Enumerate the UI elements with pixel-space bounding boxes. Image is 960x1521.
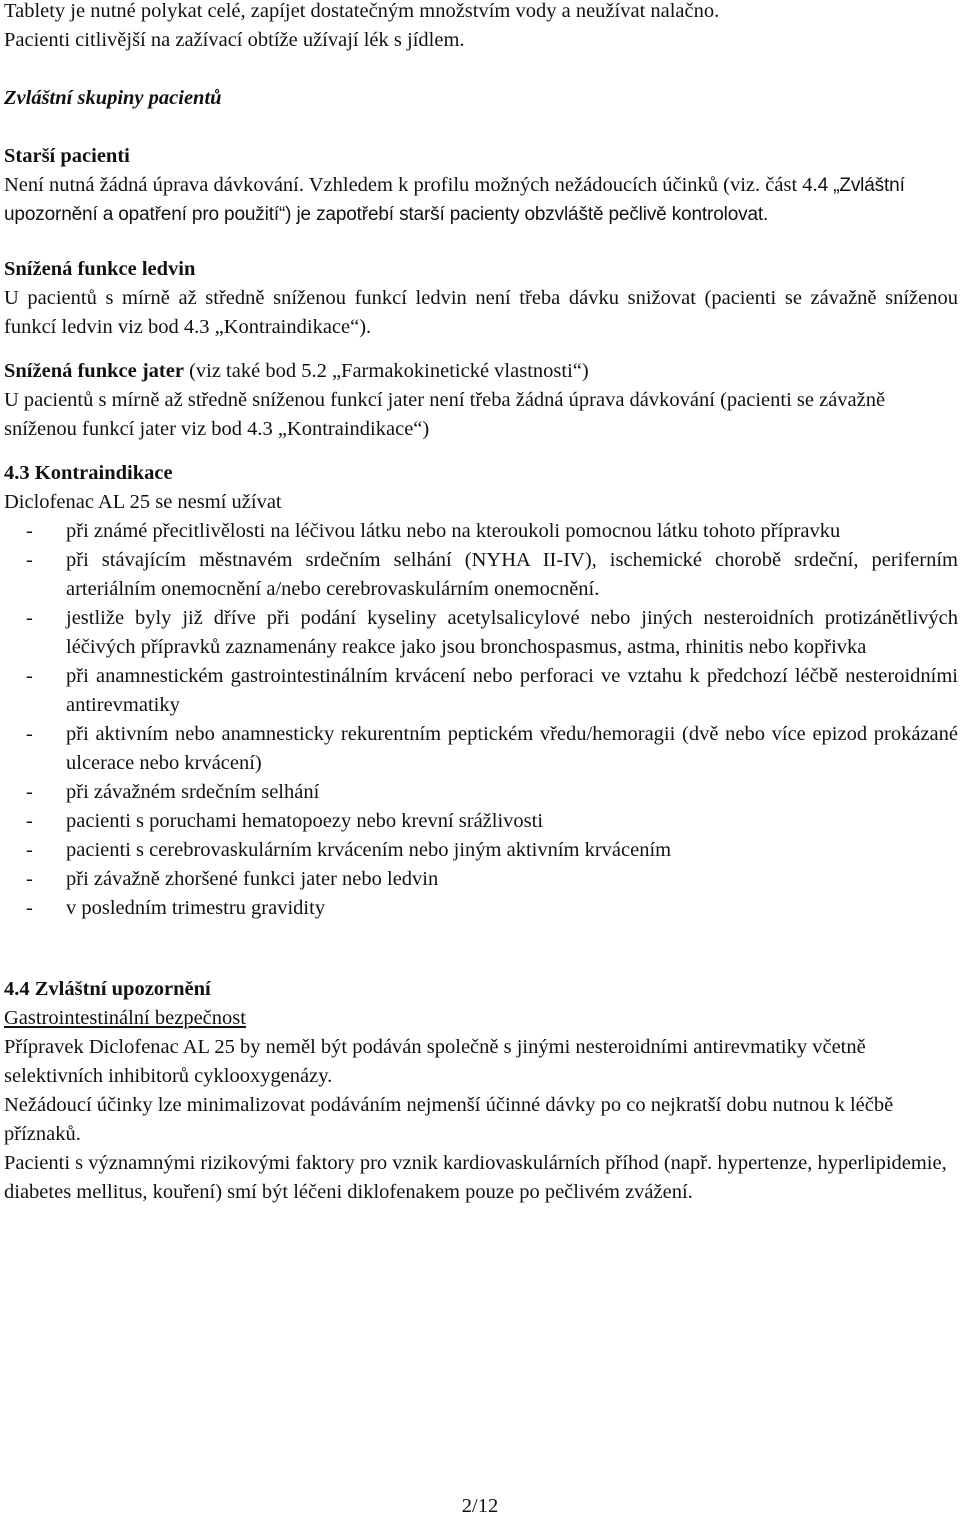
contraindications-heading: 4.3 Kontraindikace: [4, 462, 173, 484]
elderly-text-b: 4 „Zvláštní upozornění a opatření pro použití“) je zapotřebí starší pacienty obzvláště pečlivě kontrolovat.: [4, 175, 905, 225]
list-item-text: při stávajícím městnavém srdečním selhání (NYHA II-IV), ischemické chorobě srdeční, periferním arteriálním onemocnění a/nebo cerebrovaskulárním onemocnění.: [66, 549, 958, 600]
list-item: [4, 720, 958, 778]
document-page: [4, 0, 958, 1207]
warnings-paragraph-2: Nežádoucí účinky lze minimalizovat podáváním nejmenší účinné dávky po co nejkratší dobu nutnou k léčbě příznaků.: [4, 1094, 894, 1145]
list-dash: -: [26, 665, 33, 687]
warnings-paragraph-3: Pacienti s významnými rizikovými faktory pro vznik kardiovaskulárních příhod (např. hypertenze, hyperlipidemie, diabetes mellitus, kouření) smí být léčeni diklofenakem pouze po pečlivém zvážení.: [4, 1152, 947, 1203]
list-item: [4, 894, 958, 923]
intro-line-2: Pacienti citlivější na zažívací obtíže užívají lék s jídlem.: [4, 29, 465, 51]
hepatic-title-suffix: (viz také bod 5.: [183, 360, 317, 382]
list-dash: -: [26, 549, 33, 571]
list-item: [4, 836, 958, 865]
list-dash: -: [26, 839, 33, 861]
hepatic-title: Snížená funkce jater: [4, 360, 184, 382]
list-item: [4, 807, 958, 836]
elderly-text-a: Není nutná žádná úprava dávkování. Vzhledem k profilu možných nežádoucích účinků (viz. část 4.: [4, 174, 818, 196]
hepatic-heading: [4, 357, 958, 386]
contraindications-list: [4, 517, 958, 923]
list-dash: -: [26, 607, 33, 629]
list-item: [4, 546, 958, 604]
list-dash: -: [26, 520, 33, 542]
list-item-text: při závažném srdečním selhání: [66, 781, 320, 803]
list-item: [4, 865, 958, 894]
hepatic-paragraph: U pacientů s mírně až středně sníženou funkcí jater není třeba žádná úprava dávkování (pacienti se závažně sníženou funkcí jater viz bod 4.3 „Kontraindikace“): [4, 389, 886, 440]
list-item: [4, 604, 958, 662]
elderly-heading: Starší pacienti: [4, 145, 130, 167]
list-item-text: při závažně zhoršené funkci jater nebo ledvin: [66, 868, 439, 890]
list-dash: -: [26, 723, 33, 745]
list-item: [4, 778, 958, 807]
list-item-text: při známé přecitlivělosti na léčivou látku nebo na kteroukoli pomocnou látku tohoto přípravku: [66, 520, 841, 542]
intro-line-1: Tablety je nutné polykat celé, zapíjet dostatečným množstvím vody a neužívat nalačno.: [4, 0, 720, 22]
warnings-paragraph-1: Přípravek Diclofenac AL 25 by neměl být podáván společně s jinými nesteroidními antirevmatiky včetně selektivních inhibitorů cyklooxygenázy.: [4, 1036, 866, 1087]
list-item-text: jestliže byly již dříve při podání kyseliny acetylsalicylové nebo jiných nesteroidních protizánětlivých léčivých přípravků zaznamenány reakce jako jsou bronchospasmus, astma, rhinitis nebo kopřivka: [66, 607, 958, 658]
list-dash: -: [26, 810, 33, 832]
page-number: 2/12: [461, 1495, 499, 1517]
special-groups-heading: Zvláštní skupiny pacientů: [4, 87, 222, 109]
elderly-paragraph: [4, 171, 958, 229]
list-dash: -: [26, 897, 33, 919]
list-dash: -: [26, 781, 33, 803]
list-item-text: pacienti s poruchami hematopoezy nebo krevní srážlivosti: [66, 810, 544, 832]
list-item: [4, 662, 958, 720]
list-item-text: v posledním trimestru gravidity: [66, 897, 326, 919]
renal-paragraph: U pacientů s mírně až středně sníženou funkcí ledvin není třeba dávku snižovat (pacienti se závažně sníženou funkcí ledvin viz bod 4.3 „Kontraindikace“).: [4, 287, 958, 338]
contraindications-intro: Diclofenac AL 25 se nesmí užívat: [4, 491, 282, 513]
warnings-heading: 4.4 Zvláštní upozornění: [4, 978, 211, 1000]
renal-heading: Snížená funkce ledvin: [4, 258, 196, 280]
gi-safety-subheading: Gastrointestinální bezpečnost: [4, 1007, 246, 1029]
list-item-text: při aktivním nebo anamnesticky rekurentním peptickém vředu/hemoragii (dvě nebo více epizod prokázané ulcerace nebo krvácení): [66, 723, 958, 774]
list-item-text: při anamnestickém gastrointestinálním krvácení nebo perforaci ve vztahu k předchozí léčbě nesteroidními antirevmatiky: [66, 665, 958, 716]
intro-paragraph: [4, 0, 958, 55]
list-item: [4, 517, 958, 546]
list-dash: -: [26, 868, 33, 890]
list-item-text: pacienti s cerebrovaskulárním krvácením nebo jiným aktivním krvácením: [66, 839, 672, 861]
hepatic-title-rest: 2 „Farmakokinetické vlastnosti“): [316, 360, 589, 382]
